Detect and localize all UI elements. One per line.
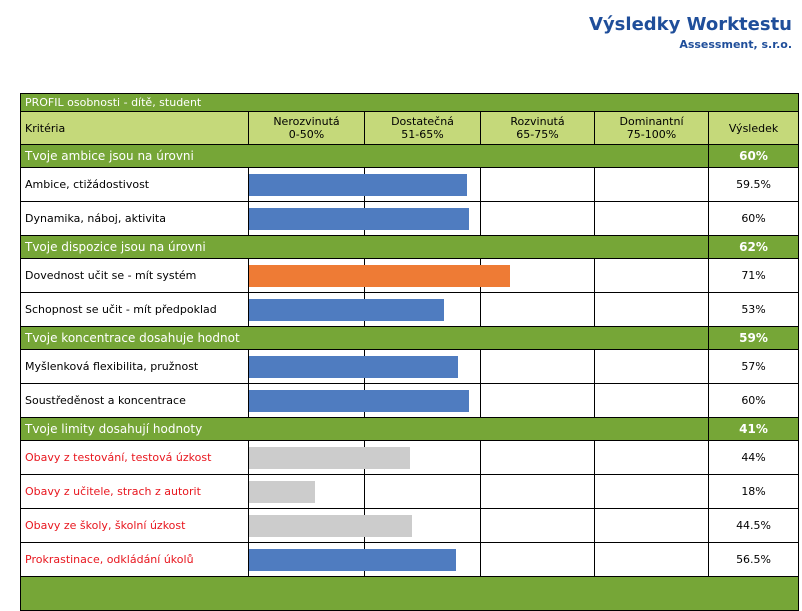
section-title: Tvoje dispozice jsou na úrovni	[21, 236, 709, 259]
personality-profile-table	[20, 93, 799, 611]
column-dominantni-label: Dominantní	[619, 115, 684, 128]
level-cell-rozvinuta	[481, 350, 595, 384]
column-dostatecna	[365, 112, 481, 145]
criterion-result: 44%	[709, 441, 799, 475]
level-cell-dostatecna	[365, 350, 481, 384]
level-cell-rozvinuta	[481, 259, 595, 293]
section-result: 59%	[709, 327, 799, 350]
section-row	[21, 418, 799, 441]
criterion-row	[21, 543, 799, 577]
level-cell-nerozvinuta	[249, 509, 365, 543]
level-cell-dominantni	[595, 202, 709, 236]
section-title: Tvoje ambice jsou na úrovni	[21, 145, 709, 168]
level-cell-rozvinuta	[481, 202, 595, 236]
level-cell-dostatecna	[365, 202, 481, 236]
criterion-row	[21, 384, 799, 418]
column-rozvinuta-range: 65-75%	[516, 128, 559, 141]
column-rozvinuta	[481, 112, 595, 145]
level-cell-rozvinuta	[481, 384, 595, 418]
criterion-label: Soustředěnost a koncentrace	[21, 384, 249, 418]
criterion-result: 60%	[709, 202, 799, 236]
column-nerozvinuta-label: Nerozvinutá	[273, 115, 340, 128]
section-title: Tvoje limity dosahují hodnoty	[21, 418, 709, 441]
level-cell-dominantni	[595, 384, 709, 418]
criterion-result: 53%	[709, 293, 799, 327]
level-cell-nerozvinuta	[249, 293, 365, 327]
level-cell-nerozvinuta	[249, 475, 365, 509]
column-dostatecna-range: 51-65%	[401, 128, 444, 141]
criterion-result: 57%	[709, 350, 799, 384]
level-cell-rozvinuta	[481, 543, 595, 577]
criterion-result: 71%	[709, 259, 799, 293]
section-title: Tvoje koncentrace dosahuje hodnot	[21, 327, 709, 350]
level-cell-dostatecna	[365, 293, 481, 327]
level-cell-rozvinuta	[481, 293, 595, 327]
level-cell-dominantni	[595, 293, 709, 327]
level-cell-dominantni	[595, 509, 709, 543]
table-body	[21, 94, 799, 611]
level-cell-nerozvinuta	[249, 384, 365, 418]
criterion-result: 18%	[709, 475, 799, 509]
criterion-label: Ambice, ctižádostivost	[21, 168, 249, 202]
criterion-row	[21, 293, 799, 327]
level-cell-nerozvinuta	[249, 441, 365, 475]
profile-title: PROFIL osobnosti - dítě, student	[21, 94, 799, 112]
criterion-label: Dovednost učit se - mít systém	[21, 259, 249, 293]
criterion-label: Myšlenková flexibilita, pružnost	[21, 350, 249, 384]
criterion-label: Obavy z testování, testová úzkost	[21, 441, 249, 475]
level-cell-rozvinuta	[481, 475, 595, 509]
level-cell-nerozvinuta	[249, 259, 365, 293]
column-result: Výsledek	[709, 112, 799, 145]
report-title: Výsledky Worktestu	[589, 14, 792, 35]
level-cell-nerozvinuta	[249, 350, 365, 384]
level-cell-dominantni	[595, 350, 709, 384]
level-cell-rozvinuta	[481, 168, 595, 202]
footer-cell	[21, 577, 799, 611]
criterion-label: Obavy z učitele, strach z autorit	[21, 475, 249, 509]
column-rozvinuta-label: Rozvinutá	[510, 115, 565, 128]
level-cell-nerozvinuta	[249, 168, 365, 202]
criterion-row	[21, 475, 799, 509]
column-criteria: Kritéria	[21, 112, 249, 145]
level-cell-dostatecna	[365, 441, 481, 475]
criterion-label: Dynamika, náboj, aktivita	[21, 202, 249, 236]
criterion-result: 56.5%	[709, 543, 799, 577]
column-nerozvinuta-range: 0-50%	[288, 128, 325, 141]
criterion-label: Prokrastinace, odkládání úkolů	[21, 543, 249, 577]
criterion-row	[21, 350, 799, 384]
level-cell-dostatecna	[365, 259, 481, 293]
criterion-row	[21, 441, 799, 475]
level-cell-rozvinuta	[481, 509, 595, 543]
level-cell-rozvinuta	[481, 441, 595, 475]
section-result: 41%	[709, 418, 799, 441]
criterion-row	[21, 168, 799, 202]
level-cell-dostatecna	[365, 384, 481, 418]
level-cell-dominantni	[595, 543, 709, 577]
criterion-result: 59.5%	[709, 168, 799, 202]
section-result: 62%	[709, 236, 799, 259]
level-cell-dostatecna	[365, 475, 481, 509]
criterion-result: 44.5%	[709, 509, 799, 543]
criterion-label: Obavy ze školy, školní úzkost	[21, 509, 249, 543]
level-cell-nerozvinuta	[249, 202, 365, 236]
section-row	[21, 327, 799, 350]
level-cell-dostatecna	[365, 543, 481, 577]
column-dominantni	[595, 112, 709, 145]
criterion-row	[21, 202, 799, 236]
column-dominantni-range: 75-100%	[626, 128, 677, 141]
criterion-row	[21, 259, 799, 293]
criterion-label: Schopnost se učit - mít předpoklad	[21, 293, 249, 327]
section-result: 60%	[709, 145, 799, 168]
level-cell-dominantni	[595, 259, 709, 293]
level-cell-dostatecna	[365, 168, 481, 202]
profile-title-row	[21, 94, 799, 112]
footer-row	[21, 577, 799, 611]
level-cell-dostatecna	[365, 509, 481, 543]
column-header-row	[21, 112, 799, 145]
criterion-row	[21, 509, 799, 543]
column-nerozvinuta	[249, 112, 365, 145]
level-cell-dominantni	[595, 441, 709, 475]
section-row	[21, 145, 799, 168]
level-cell-nerozvinuta	[249, 543, 365, 577]
level-cell-dominantni	[595, 168, 709, 202]
company-name: Assessment, s.r.o.	[679, 38, 792, 51]
column-dostatecna-label: Dostatečná	[391, 115, 454, 128]
section-row	[21, 236, 799, 259]
criterion-result: 60%	[709, 384, 799, 418]
level-cell-dominantni	[595, 475, 709, 509]
